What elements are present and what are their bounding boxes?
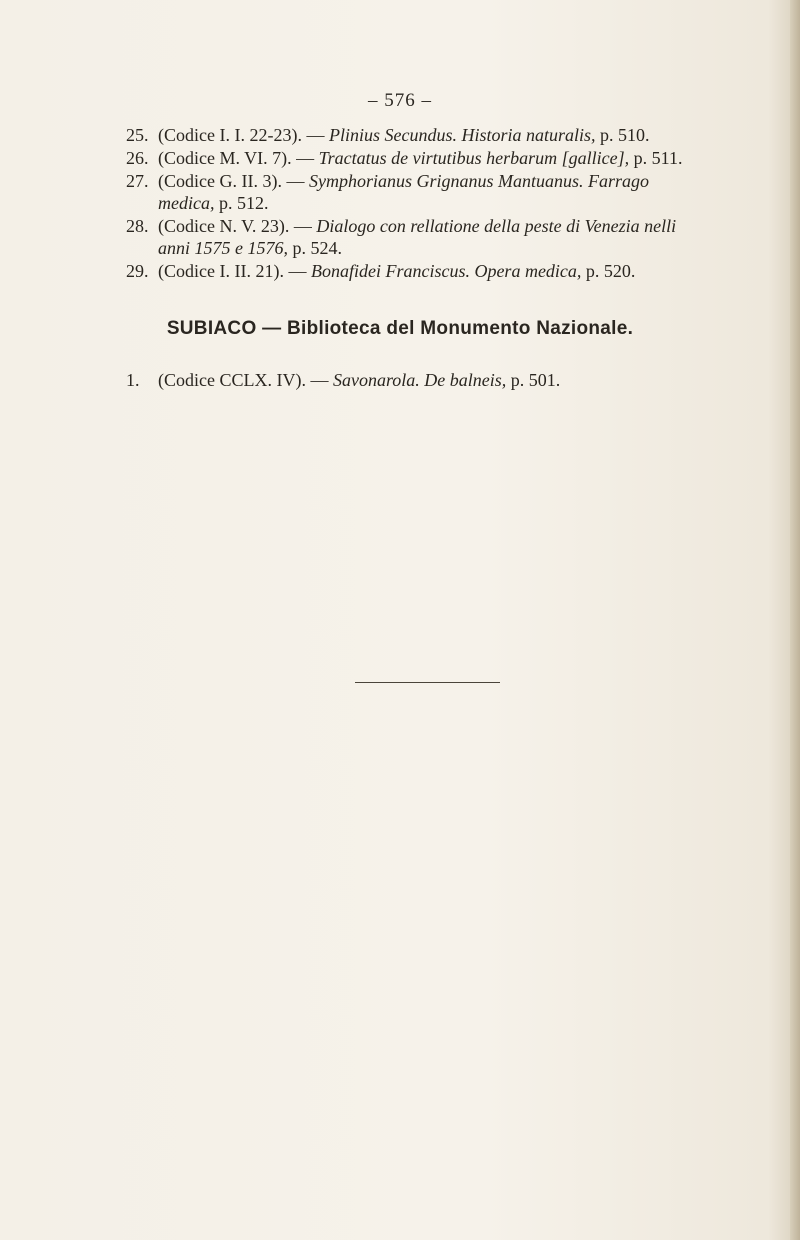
entry-page: p. 511. [633,148,683,168]
entry-number: 28. [126,216,149,236]
entry-codex: (Codice G. II. 3). [158,171,282,191]
entry-dash: — [306,125,325,145]
entry-dash: — [293,216,312,236]
entry-number: 27. [126,171,149,191]
entry-page: p. 524. [292,238,342,258]
entry-number: 26. [126,148,149,168]
entry-number: 29. [126,261,149,281]
list-item [126,215,738,259]
entry-title: Savonarola. De balneis, [332,370,507,390]
page-number: – 576 – [368,90,432,111]
entry-title: Plinius Secundus. Historia naturalis, [328,125,596,145]
list-item [126,124,738,146]
entry-dash: — [310,370,329,390]
entry-dash: — [286,171,305,191]
entry-codex: (Codice I. II. 21). [158,261,284,281]
section-heading: SUBIACO — Biblioteca del Monumento Nazionale. [166,318,634,339]
list-item [126,260,738,282]
entry-page: p. 512. [218,193,269,213]
entry-list [126,124,738,283]
entry-codex: (Codice M. VI. 7). [158,148,292,168]
entry-page: p. 520. [585,261,636,281]
entry-title-continued: medica, [158,193,215,213]
entry-dash: — [288,261,307,281]
entry-title: Symphorianus Grignanus Mantuanus. Farrago [308,171,649,191]
list-item [126,370,561,391]
entry-codex: (Codice CCLX. IV). [158,370,306,390]
entry-number: 1. [126,370,140,390]
entry-title-continued: anni 1575 e 1576, [158,238,288,258]
entry-title: Dialogo con rellatione della peste di Venezia nelli [316,216,677,236]
entry-title: Bonafidei Franciscus. Opera medica, [310,261,582,281]
page-edge [790,0,800,1240]
list-item [126,170,738,214]
entry-codex: (Codice I. I. 22-23). [158,125,302,145]
entry-title: Tractatus de virtutibus herbarum [gallice], [318,148,630,168]
entry-codex: (Codice N. V. 23). [158,216,290,236]
entry-page: p. 510. [599,125,650,145]
divider-rule [355,682,500,683]
entry-dash: — [296,148,315,168]
entry-number: 25. [126,125,149,145]
list-item [126,147,738,169]
entry-page: p. 501. [510,370,561,390]
